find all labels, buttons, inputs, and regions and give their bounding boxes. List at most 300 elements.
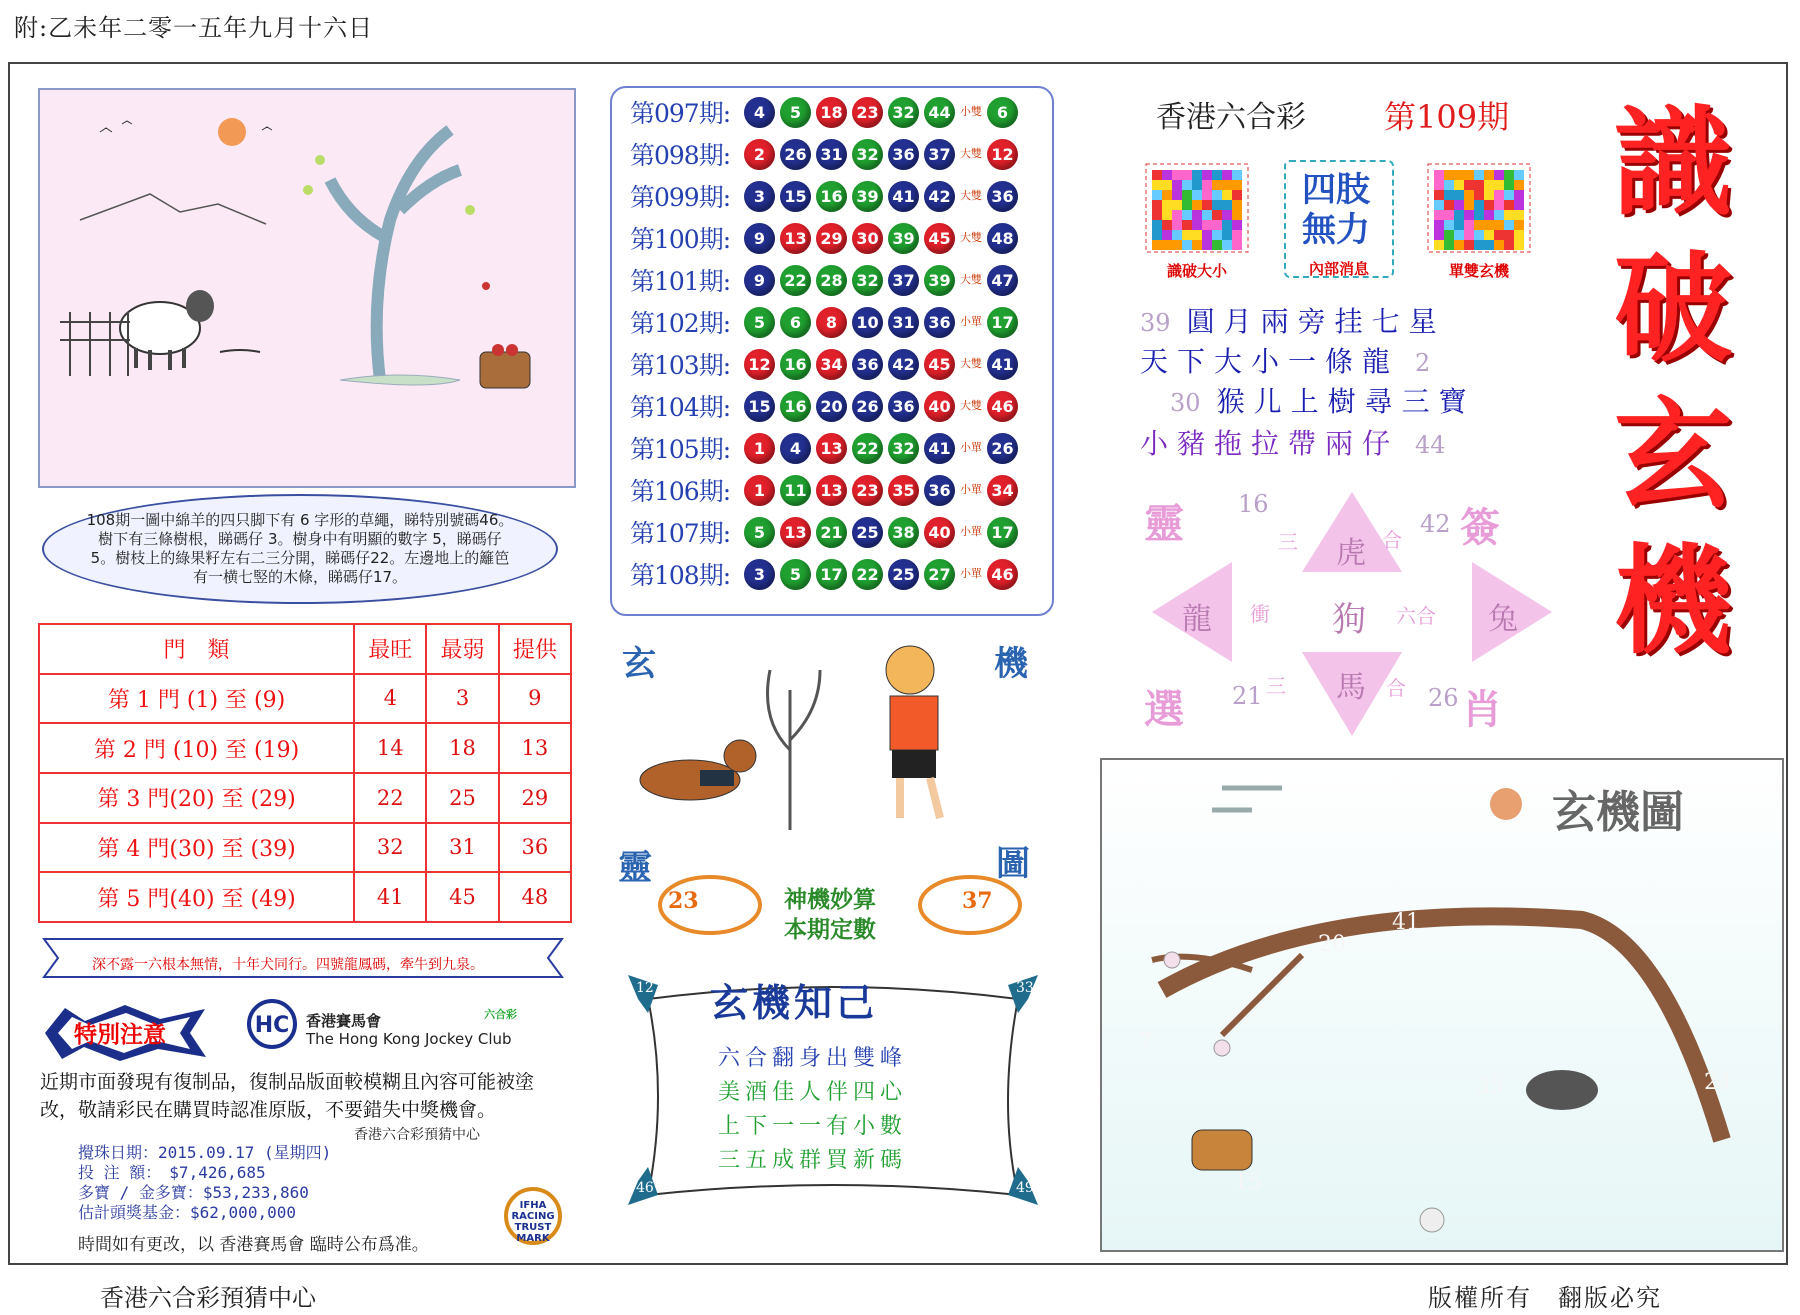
ball: 32 xyxy=(888,97,919,128)
mosaic-tile xyxy=(1494,190,1504,200)
mosaic-tile xyxy=(1192,170,1202,180)
corner-char: 玄 xyxy=(622,644,656,684)
mosaic-tile xyxy=(1222,180,1232,190)
scroll-number: 33 xyxy=(1016,980,1034,996)
mosaic-tile xyxy=(1454,180,1464,190)
gate-best: 32 xyxy=(354,823,426,873)
mosaic-tile xyxy=(1182,210,1192,220)
mosaic-tile xyxy=(1172,190,1182,200)
mosaic-tile xyxy=(1212,190,1222,200)
riddle-text: 108期一圖中綿羊的四只脚下有 6 字形的草繩，睇特別號碼46。樹下有三條樹根，睇碼仔 3。樹身中有明顯的數字 5，睇碼仔 5。樹枝上的綠果籽左右二三分開，睇碼仔22。左邊地上的籬笆有一横七竪的木條，睇碼仔17。 xyxy=(86,511,514,586)
mosaic-tile xyxy=(1464,180,1474,190)
footer-copyright: 版權所有 翻版必究 xyxy=(1428,1284,1662,1312)
ball: 15 xyxy=(744,391,775,422)
mosaic-tile xyxy=(1172,170,1182,180)
zodiac-right: 兔 xyxy=(1488,602,1518,637)
mosaic-tile xyxy=(1222,230,1232,240)
size-parity-tag: 小單 xyxy=(960,441,982,454)
inside-info-caption: 內部消息 xyxy=(1308,260,1369,278)
mosaic-tile xyxy=(1504,240,1514,250)
mosaic-tile xyxy=(1484,200,1494,210)
gate-label: 第 5 門(40) 至 (49) xyxy=(39,872,354,922)
table-row xyxy=(39,823,571,873)
ball: 5 xyxy=(744,517,775,548)
mosaic-tile xyxy=(1232,170,1242,180)
verse-text: 圓月兩旁挂七星 xyxy=(1186,305,1446,338)
draw-date-value: 2015.09.17 (星期四) xyxy=(158,1143,332,1162)
bet-label: 投 注 額： xyxy=(78,1163,154,1182)
ball: 22 xyxy=(780,265,811,296)
ball: 36 xyxy=(888,391,919,422)
header-offer: 提供 xyxy=(499,624,571,674)
size-parity-tag: 小單 xyxy=(960,525,982,538)
history-label: 第106期: xyxy=(630,477,731,506)
mosaic-tile xyxy=(1182,190,1192,200)
ball: 5 xyxy=(780,97,811,128)
pic-number: 35 xyxy=(1476,1074,1504,1099)
mosaic-tile xyxy=(1202,170,1212,180)
history-row xyxy=(630,556,1023,592)
history-label: 第102期: xyxy=(630,309,731,338)
gate-worst: 25 xyxy=(426,773,498,823)
ball: 20 xyxy=(816,391,847,422)
history-row xyxy=(630,178,1023,214)
ball: 22 xyxy=(852,559,883,590)
mosaic-icon xyxy=(1424,160,1534,256)
ball: 1 xyxy=(744,475,775,506)
mosaic-tile xyxy=(1494,220,1504,230)
verse-text: 天下大小一條龍 xyxy=(1140,345,1400,378)
scroll-number: 46 xyxy=(636,1180,654,1196)
ball: 16 xyxy=(816,181,847,212)
ball: 39 xyxy=(924,265,955,296)
history-row xyxy=(630,220,1023,256)
ball: 42 xyxy=(888,349,919,380)
ball: 36 xyxy=(924,307,955,338)
mosaic-tile xyxy=(1162,200,1172,210)
ball: 32 xyxy=(852,265,883,296)
picture-label: 玄機圖 xyxy=(1552,787,1684,838)
mosaic-box-size xyxy=(1142,160,1252,278)
gate-offer: 13 xyxy=(499,723,571,773)
mosaic-tile xyxy=(1232,180,1242,190)
mosaic-tile xyxy=(1152,230,1162,240)
ball: 40 xyxy=(924,391,955,422)
ball: 26 xyxy=(780,139,811,170)
mosaic-tile xyxy=(1514,180,1524,190)
header-best: 最旺 xyxy=(354,624,426,674)
mosaic-tile xyxy=(1162,170,1172,180)
ball: 8 xyxy=(816,307,847,338)
history-label: 第104期: xyxy=(630,393,731,422)
mosaic-tile xyxy=(1444,180,1454,190)
mosaic-tile xyxy=(1444,170,1454,180)
draw-note: 時間如有更改，以 香港賽馬會 臨時公布爲准。 xyxy=(78,1235,429,1255)
ball: 12 xyxy=(744,349,775,380)
special-ball: 46 xyxy=(987,391,1018,422)
gate-offer: 29 xyxy=(499,773,571,823)
corner-char: 靈 xyxy=(618,848,652,888)
zodiac-left: 龍 xyxy=(1182,602,1212,637)
mosaic-caption: 單雙玄機 xyxy=(1448,262,1509,280)
gate-offer: 9 xyxy=(499,674,571,724)
poem-title: 玄機知己 xyxy=(710,980,879,1025)
ball: 6 xyxy=(780,307,811,338)
mosaic-tile xyxy=(1484,220,1494,230)
mosaic-tile xyxy=(1474,220,1484,230)
ball: 9 xyxy=(744,223,775,254)
verse-row xyxy=(1140,422,1446,462)
mosaic-tile xyxy=(1162,220,1172,230)
pic-number: 15 xyxy=(1234,1170,1262,1195)
mosaic-tile xyxy=(1182,220,1192,230)
fund-value: $62,000,000 xyxy=(190,1203,296,1222)
gate-label: 第 4 門(30) 至 (39) xyxy=(39,823,354,873)
corner-char: 機 xyxy=(994,644,1028,684)
mosaic-tile xyxy=(1514,210,1524,220)
ball: 36 xyxy=(888,139,919,170)
mosaic-tile xyxy=(1454,220,1464,230)
special-ball: 6 xyxy=(987,97,1018,128)
mosaic-tile xyxy=(1222,190,1232,200)
ball: 41 xyxy=(888,181,919,212)
mosaic-tile xyxy=(1212,230,1222,240)
ball: 3 xyxy=(744,181,775,212)
scroll-number: 49 xyxy=(1016,1180,1034,1196)
mosaic-tile xyxy=(1494,240,1504,250)
mosaic-tile xyxy=(1232,220,1242,230)
mosaic-tile xyxy=(1222,210,1232,220)
ball: 28 xyxy=(816,265,847,296)
mosaic-tile xyxy=(1484,170,1494,180)
history-row xyxy=(630,388,1023,424)
corner-char: 圖 xyxy=(996,844,1030,884)
ball: 36 xyxy=(924,475,955,506)
mosaic-tile xyxy=(1232,230,1242,240)
history-row xyxy=(630,472,1023,508)
size-parity-tag: 大雙 xyxy=(960,189,982,202)
corner-char: 靈 xyxy=(1144,500,1184,547)
mosaic-tile xyxy=(1474,190,1484,200)
special-ball: 41 xyxy=(987,349,1018,380)
special-ball: 36 xyxy=(987,181,1018,212)
ball: 13 xyxy=(780,223,811,254)
gate-offer: 48 xyxy=(499,872,571,922)
verse-row xyxy=(1140,300,1446,340)
mosaic-tile xyxy=(1434,220,1444,230)
size-parity-tag: 小單 xyxy=(960,315,982,328)
history-label: 第098期: xyxy=(630,141,731,170)
ball: 25 xyxy=(852,517,883,548)
pic-number: 20 xyxy=(1318,932,1346,957)
ball: 13 xyxy=(816,433,847,464)
diagram-label: 衝 xyxy=(1250,602,1270,626)
ball: 44 xyxy=(924,97,955,128)
mosaic-tile xyxy=(1162,240,1172,250)
ball: 35 xyxy=(888,475,919,506)
mosaic-tile xyxy=(1464,230,1474,240)
pic-number: 7 xyxy=(1138,1030,1152,1055)
mosaic-tile xyxy=(1444,200,1454,210)
mosaic-tile xyxy=(1504,180,1514,190)
mosaic-tile xyxy=(1222,200,1232,210)
size-parity-tag: 大雙 xyxy=(960,399,982,412)
mosaic-tile xyxy=(1494,230,1504,240)
verse-row xyxy=(1170,380,1476,420)
ball: 40 xyxy=(924,517,955,548)
mosaic-tile xyxy=(1464,190,1474,200)
mosaic-tile xyxy=(1162,180,1172,190)
ball: 26 xyxy=(852,391,883,422)
size-parity-tag: 大雙 xyxy=(960,273,982,286)
sheep-tree-illustration xyxy=(40,90,574,486)
ball: 22 xyxy=(852,433,883,464)
ball: 41 xyxy=(924,433,955,464)
mosaic-tile xyxy=(1152,240,1162,250)
mosaic-tile xyxy=(1434,190,1444,200)
mosaic-tile xyxy=(1172,180,1182,190)
ball: 39 xyxy=(852,181,883,212)
draw-date-label: 攪珠日期： xyxy=(78,1143,159,1162)
ball: 15 xyxy=(780,181,811,212)
diagram-number: 42 xyxy=(1420,510,1451,538)
table-row xyxy=(39,723,571,773)
mosaic-icon xyxy=(1142,160,1252,256)
history-row xyxy=(630,514,1023,550)
size-parity-tag: 大雙 xyxy=(960,231,982,244)
verse-row xyxy=(1140,340,1430,380)
mosaic-tile xyxy=(1444,210,1454,220)
special-ball: 17 xyxy=(987,517,1018,548)
mosaic-tile xyxy=(1232,210,1242,220)
draw-info xyxy=(78,1143,331,1223)
mosaic-tile xyxy=(1222,240,1232,250)
diagram-label: 三 xyxy=(1266,674,1286,698)
mosaic-tile xyxy=(1172,200,1182,210)
mosaic-tile xyxy=(1182,200,1192,210)
zodiac-diagram xyxy=(1132,482,1572,744)
mosaic-tile xyxy=(1152,190,1162,200)
ball: 23 xyxy=(852,475,883,506)
ball: 16 xyxy=(780,391,811,422)
zodiac-top: 虎 xyxy=(1336,536,1366,571)
special-ball: 26 xyxy=(987,433,1018,464)
mosaic-tile xyxy=(1474,200,1484,210)
mosaic-tile xyxy=(1172,220,1182,230)
history-label: 第105期: xyxy=(630,435,731,464)
special-ball: 34 xyxy=(987,475,1018,506)
hkjc-name-cn: 香港賽馬會 xyxy=(306,1012,382,1030)
mosaic-tile xyxy=(1474,230,1484,240)
ball: 27 xyxy=(924,559,955,590)
ox-number-left: 23 xyxy=(668,888,699,914)
mosaic-tile xyxy=(1474,240,1484,250)
mosaic-tile xyxy=(1212,240,1222,250)
history-row xyxy=(630,136,1023,172)
ball: 13 xyxy=(816,475,847,506)
mosaic-tile xyxy=(1434,170,1444,180)
ball: 45 xyxy=(924,223,955,254)
ball: 32 xyxy=(888,433,919,464)
history-row xyxy=(630,262,1023,298)
mosaic-tile xyxy=(1434,200,1444,210)
mosaic-tile xyxy=(1182,240,1192,250)
zodiac-bottom: 馬 xyxy=(1336,670,1366,705)
mosaic-tile xyxy=(1172,240,1182,250)
poem-line: 三五成群買新碼 xyxy=(718,1148,908,1173)
cartoon-illustration xyxy=(610,630,1050,840)
mosaic-tile xyxy=(1454,200,1464,210)
banner-text: 深不露一六根本無情，十年犬同行。四號龍鳳碼，牽牛到九泉。 xyxy=(92,957,484,973)
ball: 11 xyxy=(780,475,811,506)
mosaic-tile xyxy=(1172,210,1182,220)
verse-number: 39 xyxy=(1140,309,1171,337)
poem-line: 上下一一有小數 xyxy=(718,1114,908,1139)
mosaic-tile xyxy=(1212,180,1222,190)
gate-offer: 36 xyxy=(499,823,571,873)
mosaic-tile xyxy=(1182,230,1192,240)
mosaic-tile xyxy=(1434,210,1444,220)
footer-source: 香港六合彩預猜中心 xyxy=(100,1284,316,1312)
verse-text: 小豬拖拉帶兩仔 xyxy=(1140,427,1400,460)
ball: 29 xyxy=(816,223,847,254)
header-worst: 最弱 xyxy=(426,624,498,674)
history-label: 第100期: xyxy=(630,225,731,254)
ball: 38 xyxy=(888,517,919,548)
mosaic-tile xyxy=(1514,170,1524,180)
mosaic-tile xyxy=(1484,210,1494,220)
special-ball: 17 xyxy=(987,307,1018,338)
special-ball: 48 xyxy=(987,223,1018,254)
mosaic-tile xyxy=(1474,180,1484,190)
mosaic-tile xyxy=(1474,210,1484,220)
verse-number: 44 xyxy=(1415,431,1446,459)
lottery-name: 香港六合彩 xyxy=(1156,100,1306,135)
mosaic-tile xyxy=(1232,200,1242,210)
ox-number-right: 37 xyxy=(962,888,993,914)
ball: 21 xyxy=(816,517,847,548)
ball: 36 xyxy=(852,349,883,380)
header-category: 門 類 xyxy=(39,624,354,674)
mosaic-tile xyxy=(1192,230,1202,240)
mosaic-tile xyxy=(1504,220,1514,230)
mosaic-tile xyxy=(1444,240,1454,250)
bet-value: $7,426,685 xyxy=(169,1163,266,1182)
mosaic-tile xyxy=(1514,220,1524,230)
table-row xyxy=(39,674,571,724)
gate-best: 14 xyxy=(354,723,426,773)
history-row xyxy=(630,346,1023,382)
mosaic-tile xyxy=(1152,200,1162,210)
mosaic-tile xyxy=(1464,210,1474,220)
verse-text: 猴儿上樹尋三寶 xyxy=(1216,385,1476,418)
inside-info-text: 四肢無力 xyxy=(1302,170,1370,250)
ball: 4 xyxy=(780,433,811,464)
history-label: 第099期: xyxy=(630,183,731,212)
history-row xyxy=(630,304,1023,340)
mosaic-tile xyxy=(1232,190,1242,200)
ball: 2 xyxy=(744,139,775,170)
mosaic-tile xyxy=(1444,190,1454,200)
ball: 5 xyxy=(780,559,811,590)
gate-table-header xyxy=(39,624,571,674)
ball: 5 xyxy=(744,307,775,338)
mosaic-tile xyxy=(1162,210,1172,220)
mosaic-tile xyxy=(1212,210,1222,220)
mosaic-box-odd-even xyxy=(1424,160,1534,278)
scroll-number: 12 xyxy=(636,980,654,996)
mosaic-tile xyxy=(1222,170,1232,180)
diagram-label: 合 xyxy=(1382,528,1402,552)
mosaic-tile xyxy=(1464,220,1474,230)
boy-cutting-tree-cartoon xyxy=(610,630,1050,840)
diagram-label: 合 xyxy=(1386,676,1406,700)
mosaic-tile xyxy=(1232,240,1242,250)
ball: 1 xyxy=(744,433,775,464)
gate-label: 第 2 門 (10) 至 (19) xyxy=(39,723,354,773)
ball: 39 xyxy=(888,223,919,254)
mosaic-tile xyxy=(1484,180,1494,190)
header-date: 附:乙未年二零一五年九月十六日 xyxy=(14,14,374,42)
notice-source: 香港六合彩預猜中心 xyxy=(354,1127,480,1143)
ball: 31 xyxy=(816,139,847,170)
corner-char: 肖 xyxy=(1462,686,1502,733)
gate-worst: 18 xyxy=(426,723,498,773)
ball: 42 xyxy=(924,181,955,212)
mosaic-tile xyxy=(1434,240,1444,250)
pic-number: 41 xyxy=(1392,910,1420,935)
mosaic-tile xyxy=(1222,220,1232,230)
mosaic-tile xyxy=(1192,220,1202,230)
mosaic-tile xyxy=(1494,210,1504,220)
ball: 9 xyxy=(744,265,775,296)
ball: 16 xyxy=(780,349,811,380)
hkjc-name-en: The Hong Kong Jockey Club xyxy=(306,1030,512,1048)
ball: 10 xyxy=(852,307,883,338)
mosaic-caption: 識破大小 xyxy=(1166,262,1227,280)
ball: 31 xyxy=(888,307,919,338)
diagram-label: 六合 xyxy=(1396,604,1436,628)
size-parity-tag: 小單 xyxy=(960,483,982,496)
mosaic-tile xyxy=(1454,240,1464,250)
history-label: 第108期: xyxy=(630,561,731,590)
draw-history xyxy=(610,86,1054,616)
table-row xyxy=(39,872,571,922)
svg-text:HC: HC xyxy=(254,1013,290,1038)
multi-value: $53,233,860 xyxy=(202,1183,309,1202)
main-title: 識破玄機 xyxy=(1613,93,1732,670)
gate-worst: 31 xyxy=(426,823,498,873)
mosaic-tile xyxy=(1152,210,1162,220)
gate-label: 第 1 門 (1) 至 (9) xyxy=(39,674,354,724)
gate-best: 22 xyxy=(354,773,426,823)
mosaic-tile xyxy=(1504,200,1514,210)
size-parity-tag: 小雙 xyxy=(960,105,982,118)
mosaic-tile xyxy=(1192,200,1202,210)
gate-table xyxy=(38,623,572,923)
ball: 4 xyxy=(744,97,775,128)
corner-char: 簽 xyxy=(1460,504,1500,551)
mosaic-tile xyxy=(1464,170,1474,180)
mosaic-tile xyxy=(1514,240,1524,250)
mosaic-tile xyxy=(1202,240,1212,250)
verse-number: 2 xyxy=(1415,349,1431,377)
zodiac-center: 狗 xyxy=(1332,600,1366,640)
poem-line: 美酒佳人伴四心 xyxy=(718,1080,908,1105)
poem-lines xyxy=(718,1042,907,1178)
mosaic-tile xyxy=(1504,190,1514,200)
riddle-caption xyxy=(42,494,558,604)
